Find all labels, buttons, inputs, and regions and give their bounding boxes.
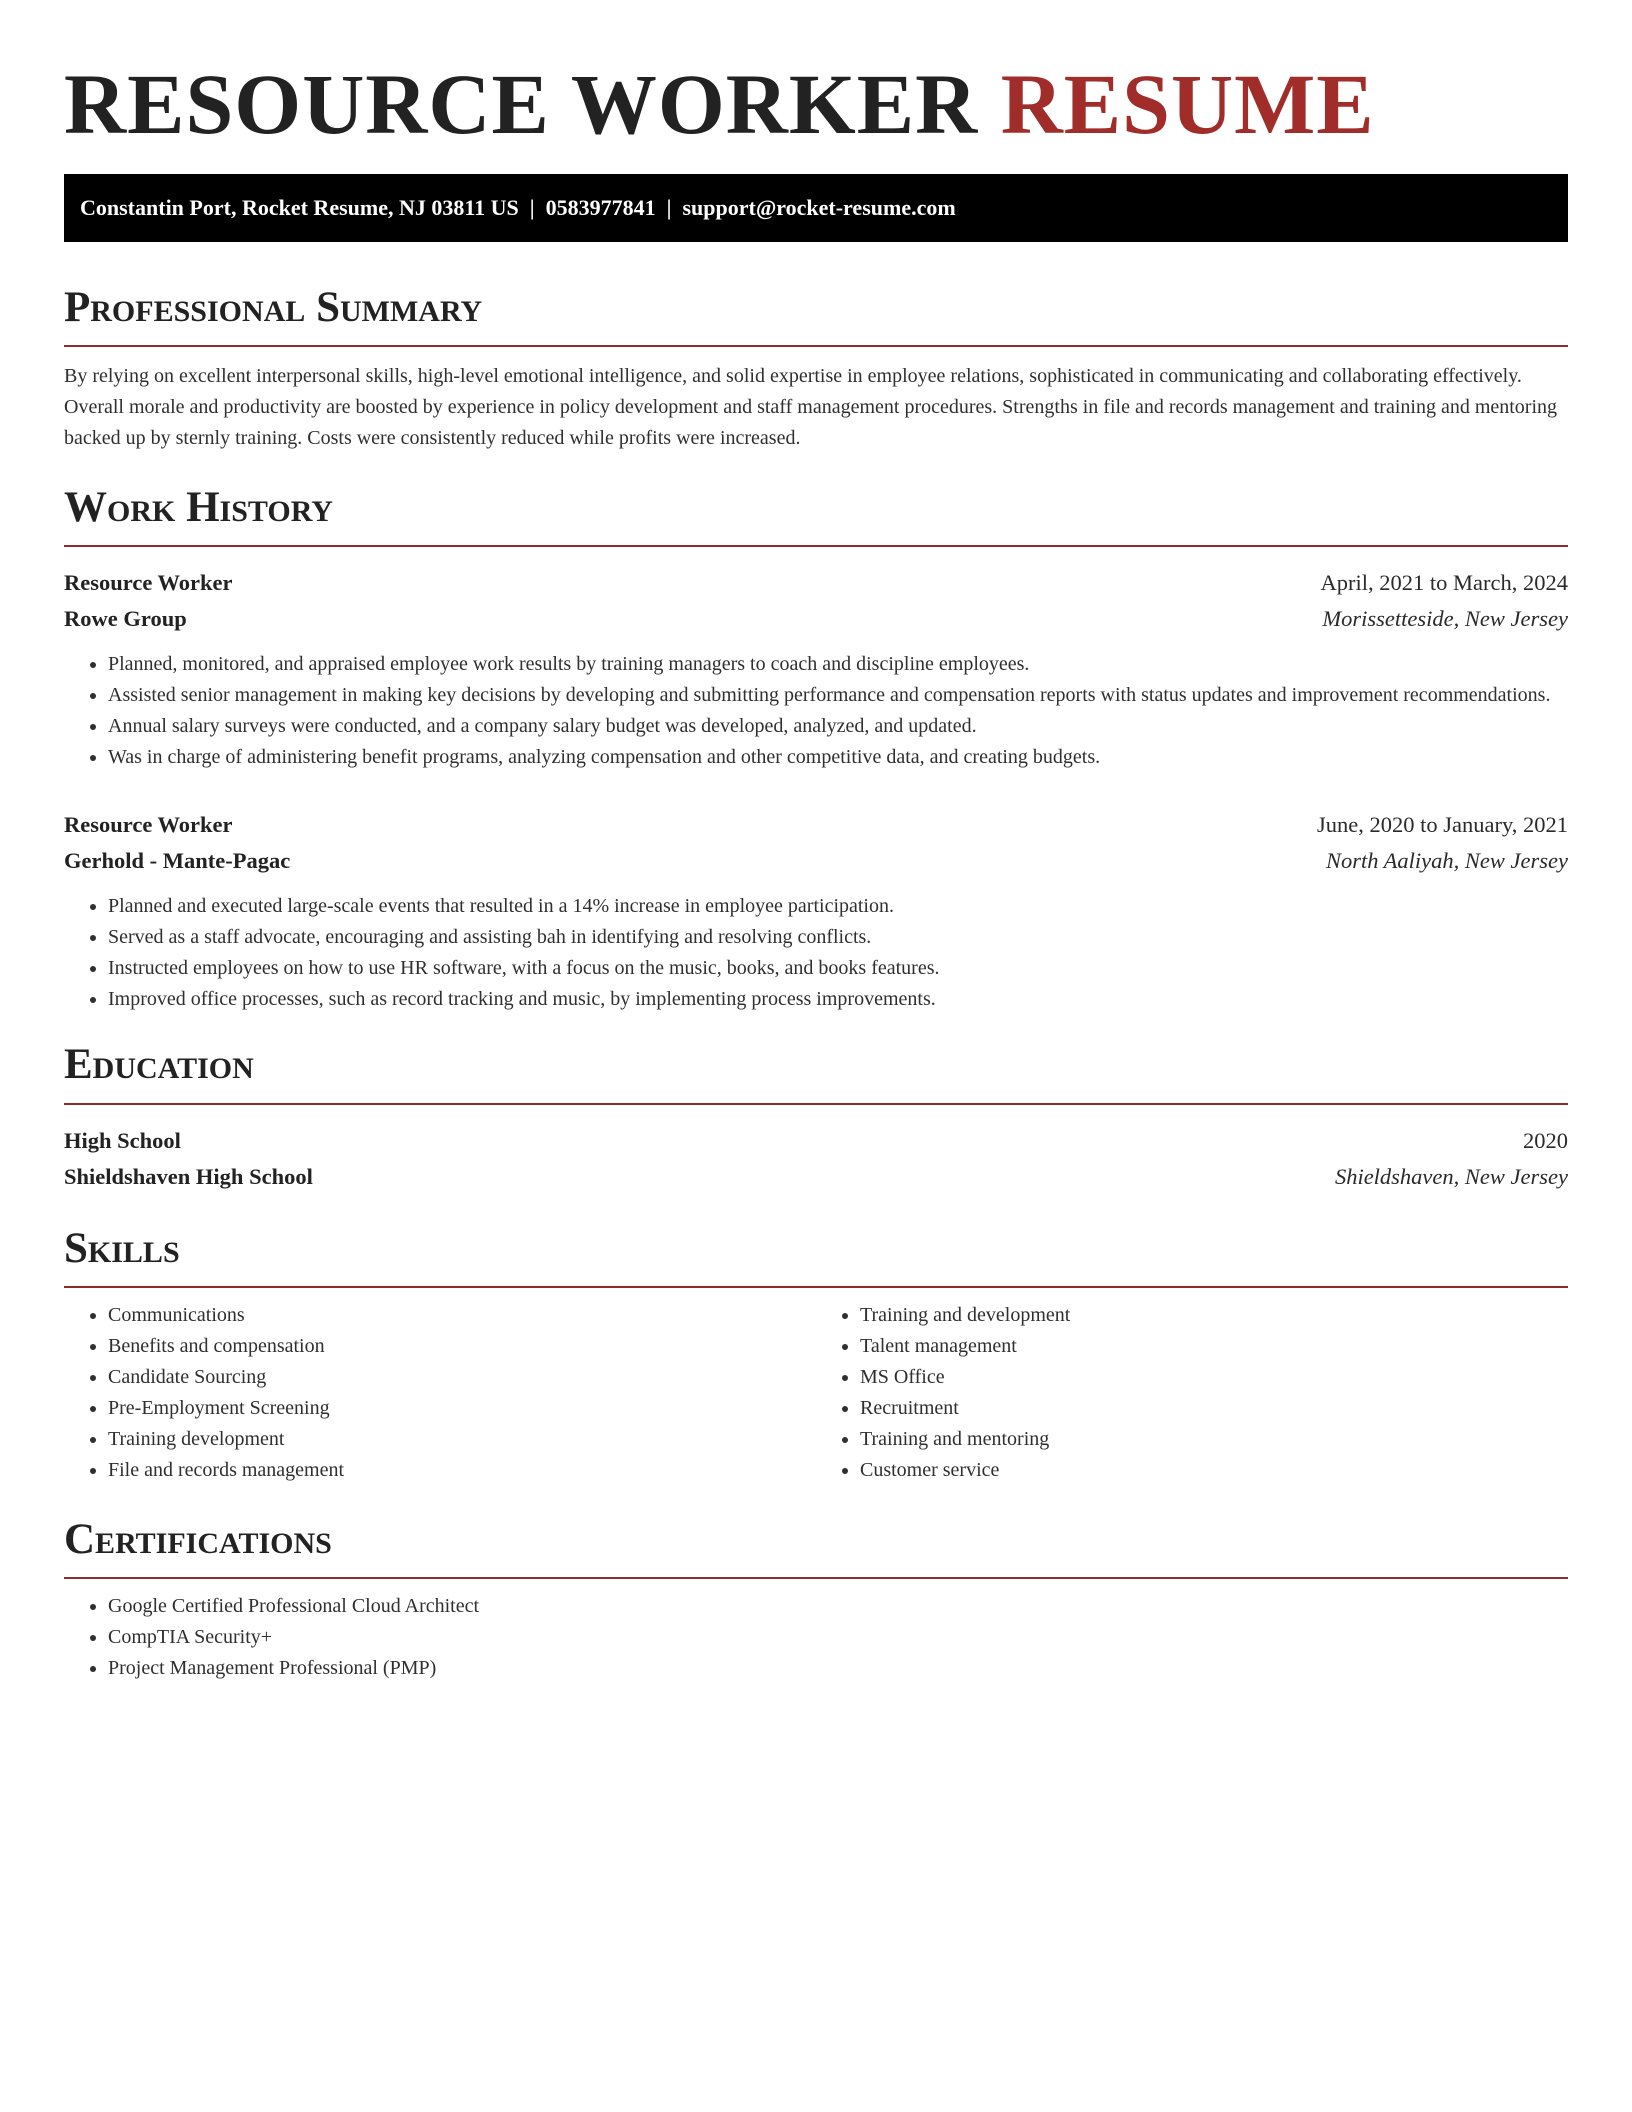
certifications-heading: Certifications <box>64 1516 332 1564</box>
contact-bar: Constantin Port, Rocket Resume, NJ 03811 US | 0583977841 | support@rocket-resume.com <box>64 174 1568 242</box>
section-divider <box>64 545 1568 547</box>
job-company-row <box>64 601 1568 637</box>
resume-title <box>64 55 1568 154</box>
certification-item: • Google Certified Professional Cloud Architect <box>108 1591 1568 1622</box>
job-company-row <box>64 843 1568 879</box>
skill-item: • Candidate Sourcing <box>108 1362 816 1393</box>
job-header-row <box>64 807 1568 843</box>
job-dates: April, 2021 to March, 2024 <box>1320 570 1568 596</box>
certification-item: • Project Management Professional (PMP) <box>108 1653 1568 1684</box>
skill-item: • File and records management <box>108 1455 816 1486</box>
job-bullet: • Annual salary surveys were conducted, and a company salary budget was developed, analyzed, and updated. <box>108 711 1568 742</box>
skill-item: • Training and mentoring <box>860 1424 1568 1455</box>
job-bullet: • Was in charge of administering benefit programs, analyzing compensation and other competitive data, and creating budgets. <box>108 742 1568 773</box>
job-header-row <box>64 565 1568 601</box>
skill-item: • Communications <box>108 1300 816 1331</box>
skills-column-left <box>64 1300 816 1486</box>
job-bullet: • Served as a staff advocate, encouraging and assisting bah in identifying and resolving conflicts. <box>108 922 1568 953</box>
job-bullets <box>64 649 1568 773</box>
section-divider <box>64 345 1568 347</box>
job-company: Rowe Group <box>64 606 187 632</box>
job-company: Gerhold - Mante-Pagac <box>64 848 291 874</box>
section-divider <box>64 1103 1568 1105</box>
certification-item: • CompTIA Security+ <box>108 1622 1568 1653</box>
skills-grid <box>64 1300 1568 1486</box>
summary-section <box>64 284 1568 454</box>
skills-section <box>64 1225 1568 1486</box>
summary-text: By relying on excellent interpersonal skills, high-level emotional intelligence, and solid expertise in employee relations, sophisticated in communicating and collaborating effectively. Overall morale and productivity are boosted by experience in policy development and staff management procedures. Strengths in file and records management and training and mentoring backed up by sternly training. Costs were consistently reduced while profits were increased. <box>64 365 1558 450</box>
job-bullet: • Instructed employees on how to use HR software, with a focus on the music, books, and books features. <box>108 953 1568 984</box>
education-year: 2020 <box>1523 1127 1568 1153</box>
work-history-section <box>64 484 1568 1015</box>
education-heading: Education <box>64 1041 254 1089</box>
title-main: RESOURCE WORKER <box>64 56 979 152</box>
skill-item: • Training and development <box>860 1300 1568 1331</box>
skill-item: • Recruitment <box>860 1393 1568 1424</box>
education-header-row <box>64 1123 1568 1159</box>
skill-item: • MS Office <box>860 1362 1568 1393</box>
certifications-list <box>64 1591 1568 1684</box>
job-entry <box>64 807 1568 1015</box>
job-bullet: • Improved office processes, such as record tracking and music, by implementing process improvements. <box>108 984 1568 1015</box>
section-divider <box>64 1577 1568 1579</box>
section-divider <box>64 1286 1568 1288</box>
skills-column-right <box>816 1300 1568 1486</box>
summary-heading: Professional Summary <box>64 283 483 331</box>
education-school: Shieldshaven High School <box>64 1163 313 1189</box>
skill-item: • Talent management <box>860 1331 1568 1362</box>
job-bullets <box>64 891 1568 1015</box>
job-title: Resource Worker <box>64 570 233 596</box>
work-history-heading: Work History <box>64 484 333 532</box>
education-location: Shieldshaven, New Jersey <box>1334 1163 1568 1189</box>
job-bullet: • Planned and executed large-scale events that resulted in a 14% increase in employee participation. <box>108 891 1568 922</box>
job-title: Resource Worker <box>64 812 233 838</box>
education-degree: High School <box>64 1127 181 1153</box>
job-bullet: • Planned, monitored, and appraised employee work results by training managers to coach and discipline employees. <box>108 649 1568 680</box>
skill-item: • Benefits and compensation <box>108 1331 816 1362</box>
job-dates: June, 2020 to January, 2021 <box>1316 812 1568 838</box>
skill-item: • Pre-Employment Screening <box>108 1393 816 1424</box>
education-entry <box>64 1123 1568 1195</box>
job-entry <box>64 565 1568 773</box>
skills-heading: Skills <box>64 1224 180 1272</box>
education-section <box>64 1041 1568 1194</box>
title-accent: RESUME <box>1000 56 1375 152</box>
skill-item: • Customer service <box>860 1455 1568 1486</box>
education-school-row <box>64 1159 1568 1195</box>
job-bullet: • Assisted senior management in making key decisions by developing and submitting performance and compensation reports with status updates and improvement recommendations. <box>108 680 1568 711</box>
job-location: Morissetteside, New Jersey <box>1322 606 1568 632</box>
skill-item: • Training development <box>108 1424 816 1455</box>
job-location: North Aaliyah, New Jersey <box>1325 848 1568 874</box>
certifications-section <box>64 1516 1568 1684</box>
